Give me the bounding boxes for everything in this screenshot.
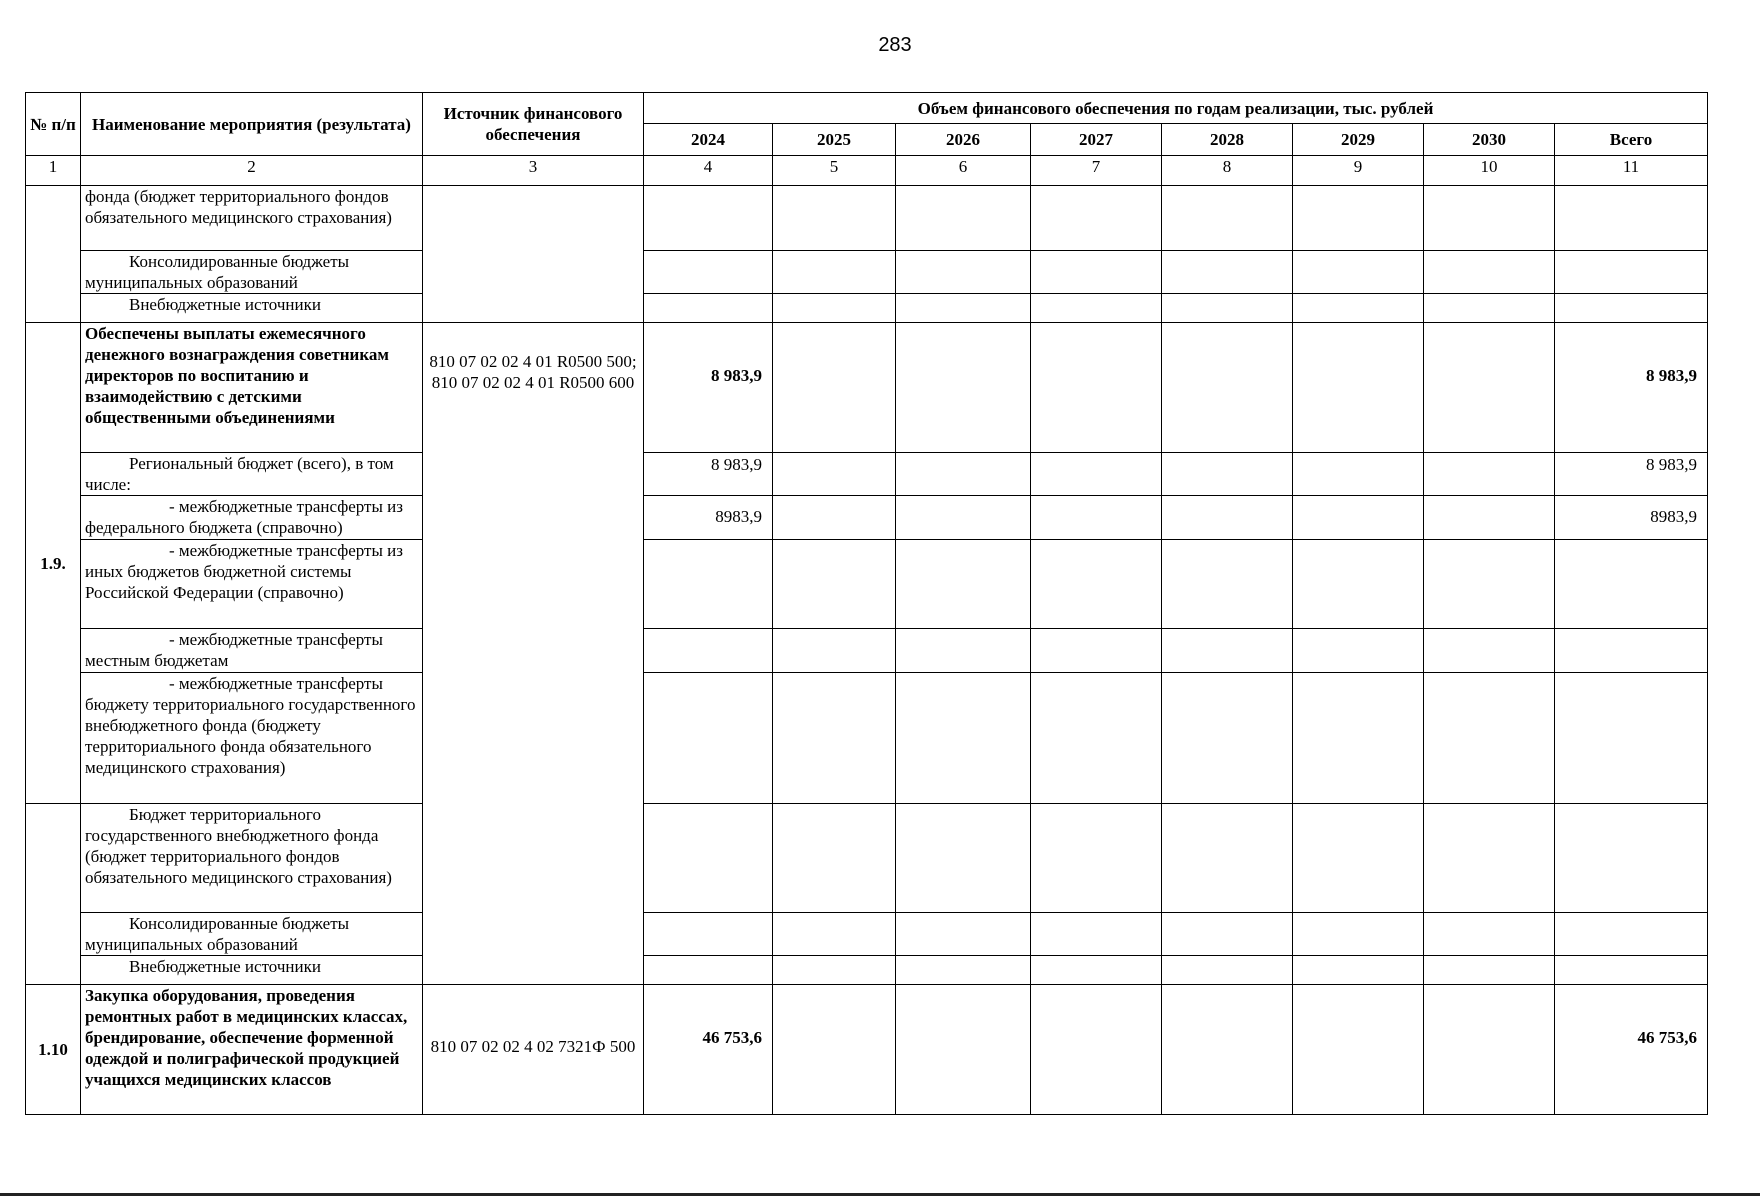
- bottom-rule: [0, 1193, 1760, 1196]
- column-number: 2: [81, 156, 423, 186]
- row-number: 1.10: [26, 985, 81, 1115]
- column-number: 9: [1293, 156, 1424, 186]
- column-number-row: [26, 156, 1708, 186]
- column-number: 3: [423, 156, 644, 186]
- column-number: 7: [1031, 156, 1162, 186]
- table-row: [26, 294, 1708, 323]
- row-name: Консолидированные бюджеты муниципальных образований: [81, 913, 423, 956]
- page-number: 283: [878, 34, 912, 56]
- table-row: [26, 453, 1708, 496]
- table-row: [26, 629, 1708, 673]
- row-number: 1.9.: [26, 323, 81, 804]
- header-source: Источник финансового обеспечения: [423, 93, 644, 156]
- column-number: 8: [1162, 156, 1293, 186]
- row-name: Обеспечены выплаты ежемесячного денежного вознаграждения советникам директоров по воспитанию и взаимодействию с детскими общественными объединениями: [81, 323, 423, 453]
- table-row: [26, 804, 1708, 913]
- source-code: 810 07 02 02 4 02 7321Ф 500: [423, 985, 644, 1115]
- table-row: [26, 540, 1708, 629]
- table-row: [26, 251, 1708, 294]
- column-number: 11: [1555, 156, 1708, 186]
- row-name: - межбюджетные трансферты местным бюджетам: [81, 629, 423, 673]
- table-row: [26, 323, 1708, 453]
- value-total: 8983,9: [1555, 496, 1708, 540]
- header-year: 2024: [644, 124, 773, 156]
- table-row: [26, 186, 1708, 251]
- column-number: 4: [644, 156, 773, 186]
- source-cell: [423, 323, 644, 985]
- table-row: [26, 913, 1708, 956]
- row-number-cell: [26, 186, 81, 323]
- header-volume: Объем финансового обеспечения по годам реализации, тыс. рублей: [644, 93, 1708, 124]
- header-total: Всего: [1555, 124, 1708, 156]
- header-row-1: [26, 93, 1708, 124]
- column-number: 5: [773, 156, 896, 186]
- header-name: Наименование мероприятия (результата): [81, 93, 423, 156]
- source-code: 810 07 02 02 4 01 R0500 500;: [429, 352, 637, 371]
- header-year: 2025: [773, 124, 896, 156]
- value-total: 8 983,9: [1555, 453, 1708, 496]
- row-number-cell: [26, 804, 81, 985]
- column-number: 6: [896, 156, 1031, 186]
- row-name: - межбюджетные трансферты из федерального бюджета (справочно): [81, 496, 423, 540]
- column-number: 1: [26, 156, 81, 186]
- header-no: № п/п: [26, 93, 81, 156]
- budget-table: [25, 92, 1708, 1115]
- header-year: 2026: [896, 124, 1031, 156]
- value-2024: 8 983,9: [644, 453, 773, 496]
- row-name: фонда (бюджет территориального фондов обязательного медицинского страхования): [81, 186, 423, 251]
- value-total: 46 753,6: [1555, 985, 1708, 1115]
- row-name: Консолидированные бюджеты муниципальных образований: [81, 251, 423, 294]
- table-row: [26, 673, 1708, 804]
- table-row: [26, 496, 1708, 540]
- row-name: Бюджет территориального государственного внебюджетного фонда (бюджет территориального фондов обязательного медицинского страхования): [81, 804, 423, 913]
- table-row: [26, 985, 1708, 1115]
- row-name: - межбюджетные трансферты из иных бюджетов бюджетной системы Российской Федерации (справочно): [81, 540, 423, 629]
- source-cell: [423, 186, 644, 323]
- value-2024: 46 753,6: [644, 985, 773, 1115]
- header-year: 2029: [1293, 124, 1424, 156]
- header-year: 2028: [1162, 124, 1293, 156]
- column-number: 10: [1424, 156, 1555, 186]
- value-2024: 8 983,9: [644, 323, 773, 453]
- table-row: [26, 956, 1708, 985]
- source-code: 810 07 02 02 4 01 R0500 600: [431, 373, 635, 392]
- header-year: 2030: [1424, 124, 1555, 156]
- header-year: 2027: [1031, 124, 1162, 156]
- row-name: Внебюджетные источники: [81, 294, 423, 323]
- row-name: Закупка оборудования, проведения ремонтных работ в медицинских классах, брендирование, обеспечение форменной одеждой и полиграфической продукцией учащихся медицинских классов: [81, 985, 423, 1115]
- row-name: - межбюджетные трансферты бюджету территориального государственного внебюджетного фонда (бюджету территориального фонда обязательного медицинского страхования): [81, 673, 423, 804]
- row-name: Внебюджетные источники: [81, 956, 423, 985]
- value-total: 8 983,9: [1555, 323, 1708, 453]
- row-name: Региональный бюджет (всего), в том числе:: [81, 453, 423, 496]
- value-2024: 8983,9: [644, 496, 773, 540]
